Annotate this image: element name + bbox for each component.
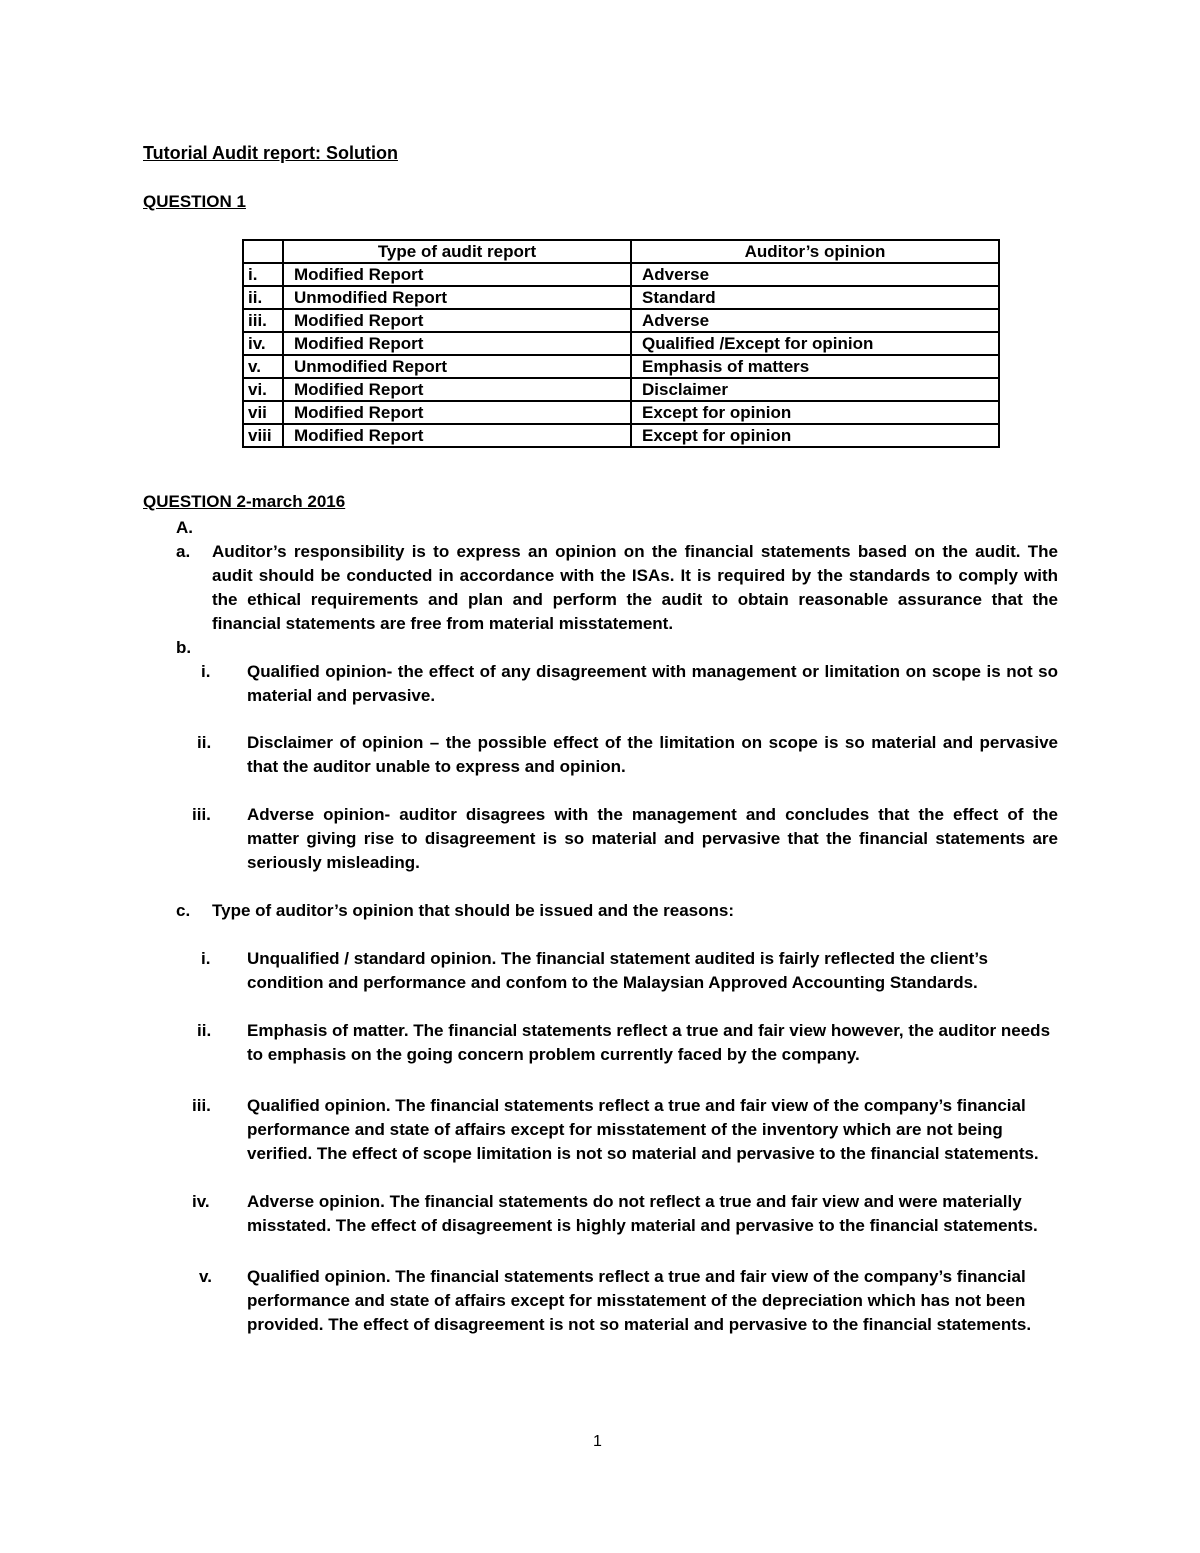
table-row — [243, 378, 999, 401]
list-item: Emphasis of matter. The financial statements reflect a true and fair view however, the auditor needs to emphasis on the going concern problem currently faced by the company. — [247, 1021, 1051, 1064]
item-c-intro: Type of auditor’s opinion that should be issued and the reasons: — [212, 901, 735, 920]
list-item: Qualified opinion. The financial statements reflect a true and fair view of the company’s financial performance and state of affairs except for misstatement of the inventory which are not being verified. The effect of scope limitation is not so material and pervasive to the financial statements. — [247, 1096, 1039, 1163]
table-cell: Modified Report — [283, 263, 631, 286]
list-item: Unqualified / standard opinion. The financial statement audited is fairly reflected the client’s condition and performance and confom to the Malaysian Approved Accounting Standards. — [247, 949, 988, 992]
table-cell: vi. — [243, 378, 283, 401]
part-a-marker: A. — [176, 518, 193, 537]
table-header-cell — [243, 240, 283, 263]
page-number: 1 — [593, 1433, 602, 1450]
table-cell: Unmodified Report — [283, 355, 631, 378]
audit-report-table — [242, 239, 1000, 448]
table-cell: Modified Report — [283, 401, 631, 424]
item-a-marker: a. — [176, 542, 191, 561]
table-cell: iii. — [243, 309, 283, 332]
table-cell: vii — [243, 401, 283, 424]
table-cell: Modified Report — [283, 424, 631, 447]
table-cell: ii. — [243, 286, 283, 309]
table-cell: viii — [243, 424, 283, 447]
table-row — [243, 332, 999, 355]
list-item: Adverse opinion- auditor disagrees with the management and concludes that the effect of the matter giving rise to disagreement is so material and pervasive that the financial statements are seriously misleading. — [247, 805, 1058, 872]
list-item-marker: iii. — [192, 1096, 211, 1115]
table-cell: Modified Report — [283, 378, 631, 401]
list-item-marker: iv. — [192, 1192, 210, 1211]
table-cell: Emphasis of matters — [631, 355, 999, 378]
table-cell: v. — [243, 355, 283, 378]
list-item-marker: i. — [201, 662, 211, 681]
question-1-heading: QUESTION 1 — [143, 192, 246, 211]
table-header-row — [243, 240, 999, 263]
item-a-text: Auditor’s responsibility is to express an opinion on the financial statements based on the audit. The audit should be conducted in accordance with the ISAs. It is required by the standards to comply with the ethical requirements and plan and perform the audit to obtain reasonable assurance that the financial statements are free from material misstatement. — [212, 542, 1058, 633]
list-item-marker: ii. — [197, 733, 212, 752]
table-cell: Modified Report — [283, 309, 631, 332]
table-row — [243, 286, 999, 309]
question-2-heading: QUESTION 2-march 2016 — [143, 492, 346, 511]
list-item: Qualified opinion- the effect of any disagreement with management or limitation on scope is not so material and pervasive. — [247, 662, 1058, 705]
table-cell: Modified Report — [283, 332, 631, 355]
table-row — [243, 263, 999, 286]
list-item: Disclaimer of opinion – the possible effect of the limitation on scope is so material and pervasive that the auditor unable to express and opinion. — [247, 733, 1058, 776]
document-title: Tutorial Audit report: Solution — [143, 143, 398, 163]
table-cell: Unmodified Report — [283, 286, 631, 309]
list-item-marker: ii. — [197, 1021, 212, 1040]
table-cell: Standard — [631, 286, 999, 309]
table-header-cell: Type of audit report — [283, 240, 631, 263]
table-row — [243, 309, 999, 332]
table-row — [243, 355, 999, 378]
list-item: Adverse opinion. The financial statements do not reflect a true and fair view and were materially misstated. The effect of disagreement is highly material and pervasive to the financial statements. — [247, 1192, 1038, 1235]
table-cell: i. — [243, 263, 283, 286]
item-b-marker: b. — [176, 638, 192, 657]
table-row — [243, 401, 999, 424]
table-cell: Adverse — [631, 309, 999, 332]
table-cell: Except for opinion — [631, 401, 999, 424]
list-item: Qualified opinion. The financial statements reflect a true and fair view of the company’s financial performance and state of affairs except for misstatement of the depreciation which has not been provided. The effect of disagreement is not so material and pervasive to the financial statements. — [247, 1267, 1032, 1334]
table-cell: iv. — [243, 332, 283, 355]
list-item-marker: iii. — [192, 805, 211, 824]
list-item-marker: v. — [199, 1267, 212, 1286]
item-c-marker: c. — [176, 901, 191, 920]
list-item-marker: i. — [201, 949, 211, 968]
table-cell: Disclaimer — [631, 378, 999, 401]
table-header-cell: Auditor’s opinion — [631, 240, 999, 263]
table-cell: Qualified /Except for opinion — [631, 332, 999, 355]
table-cell: Except for opinion — [631, 424, 999, 447]
table-row — [243, 424, 999, 447]
table-cell: Adverse — [631, 263, 999, 286]
